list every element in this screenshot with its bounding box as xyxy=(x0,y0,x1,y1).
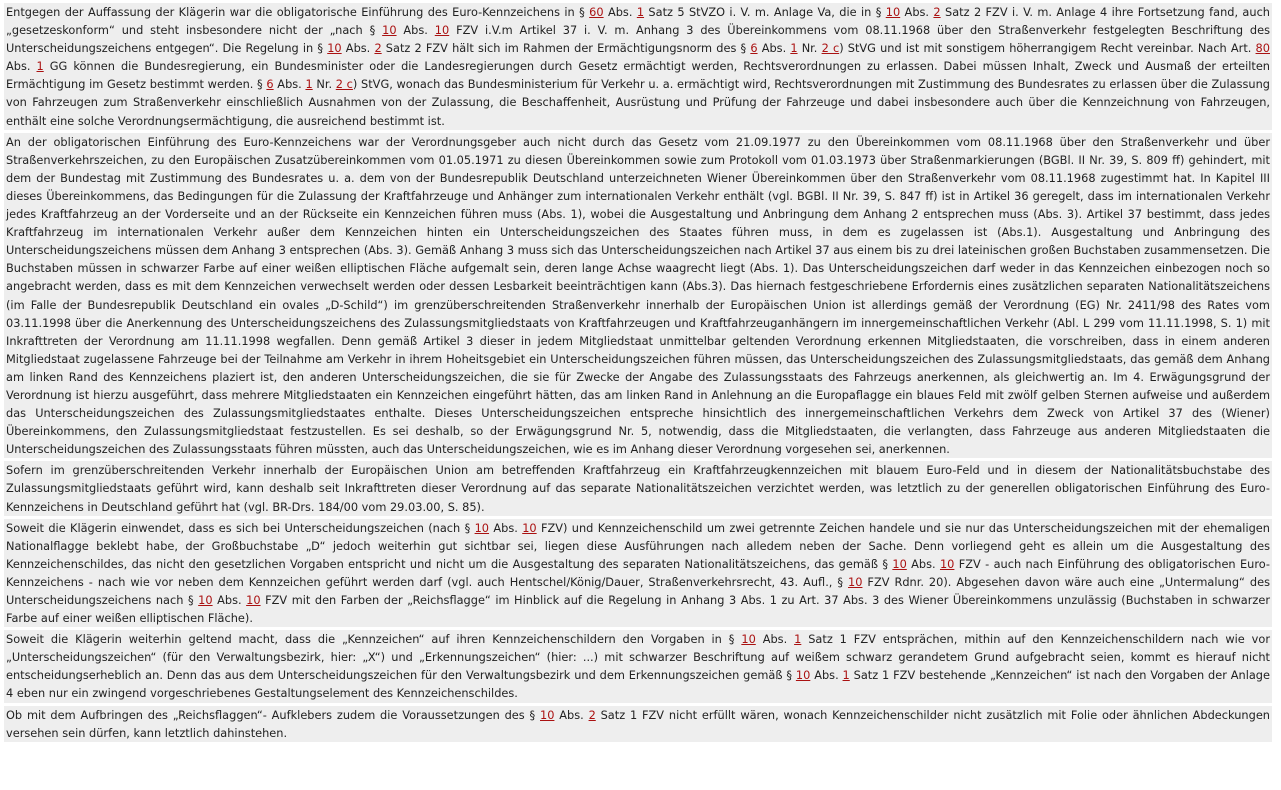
law-reference-link[interactable]: 10 xyxy=(939,556,955,571)
paragraph: Soweit die Klägerin einwendet, dass es sich bei Unterscheidungszeichen (nach § 10 Abs. 10 FZV) und Kennzeichenschild um zwei getrennte Zeichen handele und sie nur das Unterscheidungszeichen mit der ehemaligen Nationalflagge beklebt habe, der Großbuchstabe „D“ jedoch weiterhin gut sichtbar sei, liegen diese Ausführungen nach alledem neben der Sache. Denn vorliegend geht es allein um die Ausgestaltung des Kennzeichenschildes, das nicht den gesetzlichen Vorgaben entspricht und nicht um die Ausgestaltung des separaten Nationalitätszeichens, das gemäß § 10 Abs. 10 FZV - auch nach Einführung des obligatorischen Euro-Kennzeichens - nach wie vor neben dem Kennzeichen geführt werden darf (vgl. auch Hentschel/König/Dauer, Straßenverkehrsrecht, 43. Aufl., § 10 FZV Rdnr. 20). Abgesehen davon wäre auch eine „Untermalung“ des Unterscheidungszeichens nach § 10 Abs. 10 FZV mit den Farben der „Reichsflagge“ im Hinblick auf die Regelung in Anhang 3 Abs. 1 zu Art. 37 Abs. 3 des Wiener Übereinkommens unzulässig (Buchstaben in schwarzer Farbe auf einer weißen elliptischen Fläche). xyxy=(4,519,1272,628)
law-reference-link[interactable]: 2 xyxy=(374,41,382,56)
law-reference-link[interactable]: 2 c xyxy=(821,41,840,56)
paragraph: Ob mit dem Aufbringen des „Reichsflaggen“- Aufklebers zudem die Voraussetzungen des § 10 Abs. 2 Satz 1 FZV nicht erfüllt wären, wonach Kennzeichenschilder nicht zusätzlich mit Folie oder ähnlichen Abdeckungen versehen sein dürfen, kann letztlich dahinstehen. xyxy=(4,706,1272,742)
law-reference-link[interactable]: 6 xyxy=(750,41,758,56)
paragraph: Sofern im grenzüberschreitenden Verkehr innerhalb der Europäischen Union am betreffenden Kraftfahrzeug ein Kraftfahrzeugkennzeichen mit blauem Euro-Feld und in diesem der Nationalitätsbuchstabe des Zulassungsmitgliedstaats geführt wird, kann deshalb seit Inkrafttreten dieser Verordnung auf das separate Nationalitätszeichen verzichtet werden, was letztlich zu der generellen obligatorischen Einführung des Euro-Kennzeichens in Deutschland geführt hat (vgl. BR-Drs. 184/00 vom 29.03.00, S. 85). xyxy=(4,461,1272,515)
law-reference-link[interactable]: 80 xyxy=(1255,41,1270,56)
law-reference-link[interactable]: 10 xyxy=(741,632,756,647)
paragraph: Entgegen der Auffassung der Klägerin war die obligatorische Einführung des Euro-Kennzeichens in § 60 Abs. 1 Satz 5 StVZO i. V. m. Anlage Va, die in § 10 Abs. 2 Satz 2 FZV i. V. m. Anlage 4 ihre Fortsetzung fand, auch „gesetzeskonform“ und steht insbesondere nicht der „nach § 10 Abs. 10 FZV i.V.m Artikel 37 i. V. m. Anhang 3 des Übereinkommens vom 08.11.1968 über den Straßenverkehr festgelegten Beschriftung des Unterscheidungszeichens entgegen“. Die Regelung in § 10 Abs. 2 Satz 2 FZV hält sich im Rahmen der Ermächtigungsnorm des § 6 Abs. 1 Nr. 2 c) StVG und ist mit sonstigem höherrangigem Recht vereinbar. Nach Art. 80 Abs. 1 GG können die Bundesregierung, ein Bundesminister oder die Landesregierungen durch Gesetz ermächtigt werden, Rechtsverordnungen zu erlassen. Dabei müssen Inhalt, Zweck und Ausmaß der erteilten Ermächtigung im Gesetz bestimmt werden. § 6 Abs. 1 Nr. 2 c) StVG, wonach das Bundesministerium für Verkehr u. a. ermächtigt wird, Rechtsverordnungen mit Zustimmung des Bundesrates zu erlassen über die Zulassung von Fahrzeugen zum Straßenverkehr einschließlich Ausnahmen von der Zulassung, die Beschaffenheit, Ausrüstung und Prüfung der Fahrzeuge und dabei insbesondere auch über die Kennzeichnung von Fahrzeugen, enthält eine solche Verordnungsermächtigung, die ausreichend bestimmt ist. xyxy=(4,3,1272,130)
law-reference-link[interactable]: 1 xyxy=(636,5,645,19)
law-reference-link[interactable]: 2 xyxy=(933,5,941,19)
paragraph: An der obligatorischen Einführung des Euro-Kennzeichens war der Verordnungsgeber auch nicht durch das Gesetz vom 21.09.1977 zu den Übereinkommen vom 08.11.1968 über den Straßenverkehr und über Straßenverkehrszeichen, zu den Europäischen Zusatzübereinkommen vom 01.05.1971 zu diesen Übereinkommen sowie zum Protokoll vom 01.03.1973 über Straßenmarkierungen (BGBl. II Nr. 39, S. 809 ff) gehindert, mit dem der Bundestag mit Zustimmung des Bundesrates u. a. dem von der Bundesrepublik Deutschland unterzeichneten Wiener Übereinkommen über den Straßenverkehr vom 08.11.1968 zugestimmt hat. In Kapitel III dieses Übereinkommens, das Bedingungen für die Zulassung der Kraftfahrzeuge und Anhänger zum internationalen Verkehr enthält (vgl. BGBl. II Nr. 39, S. 847 ff) ist in Artikel 36 geregelt, dass im internationalen Verkehr jedes Kraftfahrzeug an der Vorderseite und an der Rückseite ein Kennzeichen führen muss (Abs. 1), wobei die Ausgestaltung und Anbringung dem Anhang 2 entsprechen muss (Abs. 3). Artikel 37 bestimmt, dass jedes Kraftfahrzeug im internationalen Verkehr außer dem Kennzeichen hinten ein Unterscheidungszeichen des Staates führen muss, in dem es zugelassen ist (Abs.1). Ausgestaltung und Anbringung des Unterscheidungszeichens müssen dem Anhang 3 entsprechen (Abs. 3). Gemäß Anhang 3 muss sich das Unterscheidungszeichen nach Artikel 37 aus einem bis zu drei lateinischen großen Buchstaben zusammensetzen. Die Buchstaben müssen in schwarzer Farbe auf einer weißen elliptischen Fläche aufgemalt sein, deren lange Achse waagrecht liegt (Abs. 1). Das Unterscheidungszeichen darf weder in das Kennzeichen einbezogen noch so angebracht werden, dass es mit dem Kennzeichen verwechselt werden oder dessen Lesbarkeit beeinträchtigen kann (Abs.3). Das hiernach festgeschriebene Erfordernis eines zusätzlichen separaten Nationalitätszeichens (im Falle der Bundesrepublik Deutschland ein ovales „D-Schild“) im grenzüberschreitenden Straßenverkehr innerhalb der Europäischen Union ist allerdings gemäß der Verordnung (EG) Nr. 2411/98 des Rates vom 03.11.1998 über die Anerkennung des Unterscheidungszeichens des Zulassungsmitgliedstaats von Kraftfahrzeugen und Kraftfahrzeuganhängern im innergemeinschaftlichen Verkehr (Abl. L 299 vom 11.11.1998, S. 1) mit Inkrafttreten der Verordnung am 11.11.1998 wegfallen. Denn gemäß Artikel 3 dieser in jedem Mitgliedstaat unmittelbar geltenden Verordnung erkennen Mitgliedstaaten, die vorschreiben, dass in einem anderen Mitgliedstaat zugelassene Fahrzeuge bei der Teilnahme am Verkehr in ihrem Hoheitsgebiet ein Unterscheidungszeichen führen müssen, das Unterscheidungszeichen des Zulassungsmitgliedstaats, das gemäß dem Anhang am linken Rand des Kennzeichens plaziert ist, den anderen Unterscheidungszeichen, die sie für Zwecke der Angabe des Zulassungsstaats des Fahrzeugs anerkennen, als gleichwertig an. Im 4. Erwägungsgrund der Verordnung ist hierzu ausgeführt, dass mehrere Mitgliedstaaten ein Kennzeichen eingeführt hätten, das am linken Rand in Anlehnung an die Europaflagge ein blaues Feld mit zwölf gelben Sternen aufweise und außerdem das Unterscheidungszeichen des Zulassungsmitgliedstaates enthalte. Dieses Unterscheidungszeichen entspreche hinsichtlich des innergemeinschaftlichen Verkehrs dem Zweck von Artikel 37 des (Wiener) Übereinkommens, den Zulassungsmitgliedstaat festzustellen. Es sei deshalb, so der Erwägungsgrund Nr. 5, notwendig, dass die Mitgliedstaaten, die verlangten, dass Fahrzeuge aus anderen Mitgliedstaaten die Unterscheidungszeichen des Zulassungsstaats führen müssten, auch das Unterscheidungszeichen, wie es im Anhang dieser Verordnung vorgesehen sei, anerkennen. xyxy=(4,133,1272,459)
law-reference-link[interactable]: 10 xyxy=(795,668,811,683)
law-reference-link[interactable]: 1 xyxy=(305,77,313,92)
law-reference-link[interactable]: 1 xyxy=(794,632,802,647)
paragraph: Soweit die Klägerin weiterhin geltend macht, dass die „Kennzeichen“ auf ihren Kennzeichenschildern den Vorgaben in § 10 Abs. 1 Satz 1 FZV entsprächen, mithin auf den Kennzeichenschildern nach wie vor „Unterscheidungszeichen“ (für den Verwaltungsbezirk, hier: „X“) und „Erkennungszeichen“ (hier: ...) mit schwarzer Beschriftung auf weißem schwarz gerandetem Grund aufgebracht seien, kommt es hierauf nicht entscheidungserheblich an. Denn das aus dem Unterscheidungszeichen für den Verwaltungsbezirk und dem Erkennungszeichen gemäß § 10 Abs. 1 Satz 1 FZV bestehende „Kennzeichen“ ist nach den Vorgaben der Anlage 4 eben nur ein zwingend vorgeschriebenes Gestaltungselement des Kennzeichenschildes. xyxy=(4,630,1272,702)
law-reference-link[interactable]: 10 xyxy=(848,574,863,589)
law-reference-link[interactable]: 10 xyxy=(540,707,555,722)
law-reference-link[interactable]: 2 xyxy=(588,707,596,722)
document-body xyxy=(4,3,1272,745)
law-reference-link[interactable]: 10 xyxy=(246,593,261,607)
law-reference-link[interactable]: 1 xyxy=(790,41,798,56)
law-reference-link[interactable]: 10 xyxy=(885,5,901,19)
law-reference-link[interactable]: 10 xyxy=(892,556,907,571)
law-reference-link[interactable]: 2 c xyxy=(335,77,353,92)
law-reference-link[interactable]: 60 xyxy=(589,5,604,19)
law-reference-link[interactable]: 10 xyxy=(327,41,342,56)
law-reference-link[interactable]: 10 xyxy=(474,520,490,535)
law-reference-link[interactable]: 6 xyxy=(266,77,274,92)
law-reference-link[interactable]: 10 xyxy=(434,23,450,38)
law-reference-link[interactable]: 1 xyxy=(842,668,850,683)
law-reference-link[interactable]: 10 xyxy=(522,520,537,535)
law-reference-link[interactable]: 10 xyxy=(382,23,397,38)
law-reference-link[interactable]: 1 xyxy=(36,59,44,74)
law-reference-link[interactable]: 10 xyxy=(198,593,213,607)
